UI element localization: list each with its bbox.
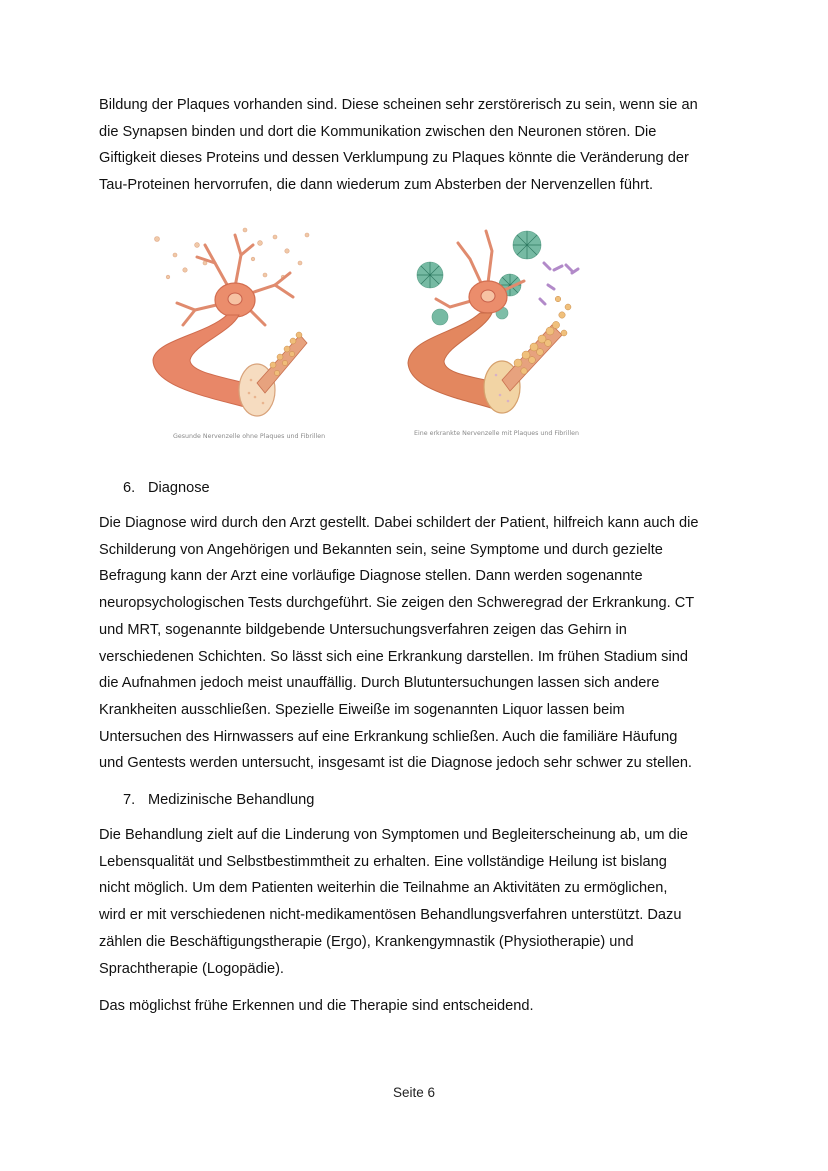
healthy-neuron-illustration-icon: [135, 215, 335, 430]
diagnose-line: neuropsychologischen Tests durchgeführt. Sie zeigen den Schweregrad der Erkrankung. CT: [99, 595, 695, 612]
diseased-neuron-figure: [392, 215, 607, 440]
section-heading-diagnose: [123, 478, 210, 498]
diagnose-line: verschiedenen Schichten. So lässt sich eine Erkrankung darstellen. Im frühen Stadium sind: [99, 648, 688, 665]
diseased-neuron-illustration-icon: [392, 215, 607, 430]
figure-caption: Eine erkrankte Nervenzelle mit Plaques und Fibrillen: [414, 430, 579, 437]
behandlung-line: Sprachtherapie (Logopädie).: [99, 960, 284, 977]
diagnose-line: Untersuchen des Hirnwassers auf eine Erkrankung schließen. Auch die familiäre Häufung: [99, 728, 678, 745]
section-number: 6.: [123, 480, 136, 496]
intro-line: Bildung der Plaques vorhanden sind. Diese scheinen sehr zerstörerisch zu sein, wenn sie an: [99, 97, 698, 113]
diagnose-line: Krankheiten ausschließen. Spezielle Eiweiße im sogenannten Liquor lassen beim: [99, 701, 625, 718]
intro-line: Tau-Proteinen hervorrufen, die dann wiederum zum Absterben der Nervenzellen führt.: [99, 177, 654, 194]
section-number: 7.: [123, 792, 136, 808]
diagnose-line: die Aufnahmen jedoch meist unauffällig. Durch Blutuntersuchungen lassen sich andere: [99, 675, 660, 692]
behandlung-line: Lebensqualität und Selbstbestimmtheit zu erhalten. Eine vollständige Heilung ist bislang: [99, 853, 667, 870]
closing-paragraph: [99, 993, 731, 1020]
page-number: Seite 6: [392, 1085, 436, 1100]
behandlung-line: wird er mit verschiedenen nicht-medikamentösen Behandlungsverfahren unterstützt. Dazu: [99, 907, 682, 924]
section-title: Diagnose: [148, 480, 210, 496]
diagnose-line: und Gentests werden untersucht, insgesamt ist die Diagnose jedoch sehr schwer zu stellen.: [99, 755, 692, 772]
intro-paragraph: [99, 92, 731, 199]
section-heading-behandlung: [123, 790, 314, 810]
diagnose-line: Die Diagnose wird durch den Arzt gestellt. Dabei schildert der Patient, hilfreich kann auch die: [99, 515, 699, 531]
diagnose-line: und MRT, sogenannte bildgebende Untersuchungsverfahren zeigen das Gehirn in: [99, 621, 627, 638]
figure-caption: Gesunde Nervenzelle ohne Plaques und Fibrillen: [173, 433, 326, 440]
section-title: Medizinische Behandlung: [148, 792, 315, 808]
healthy-neuron-figure: [135, 215, 335, 440]
behandlung-line: zählen die Beschäftigungstherapie (Ergo), Krankengymnastik (Physiotherapie) und: [99, 933, 634, 950]
intro-line: die Synapsen binden und dort die Kommunikation zwischen den Neuronen stören. Die: [99, 123, 657, 140]
behandlung-paragraph: [99, 822, 731, 982]
closing-line: Das möglichst frühe Erkennen und die Therapie sind entscheidend.: [99, 998, 534, 1014]
behandlung-line: Die Behandlung zielt auf die Linderung von Symptomen und Begleiterscheinung ab, um die: [99, 827, 689, 843]
diagnose-line: Schilderung von Angehörigen und Bekannten sein, seine Symptome und durch gezielte: [99, 541, 663, 558]
behandlung-line: nicht möglich. Um dem Patienten weiterhin die Teilnahme an Aktivitäten zu ermöglichen,: [99, 880, 668, 897]
intro-line: Giftigkeit dieses Proteins und dessen Verklumpung zu Plaques könnte die Veränderung der: [99, 150, 689, 167]
diagnose-paragraph: [99, 510, 731, 777]
diagnose-line: Befragung kann der Arzt eine vorläufige Diagnose stellen. Dann werden sogenannte: [99, 568, 643, 585]
